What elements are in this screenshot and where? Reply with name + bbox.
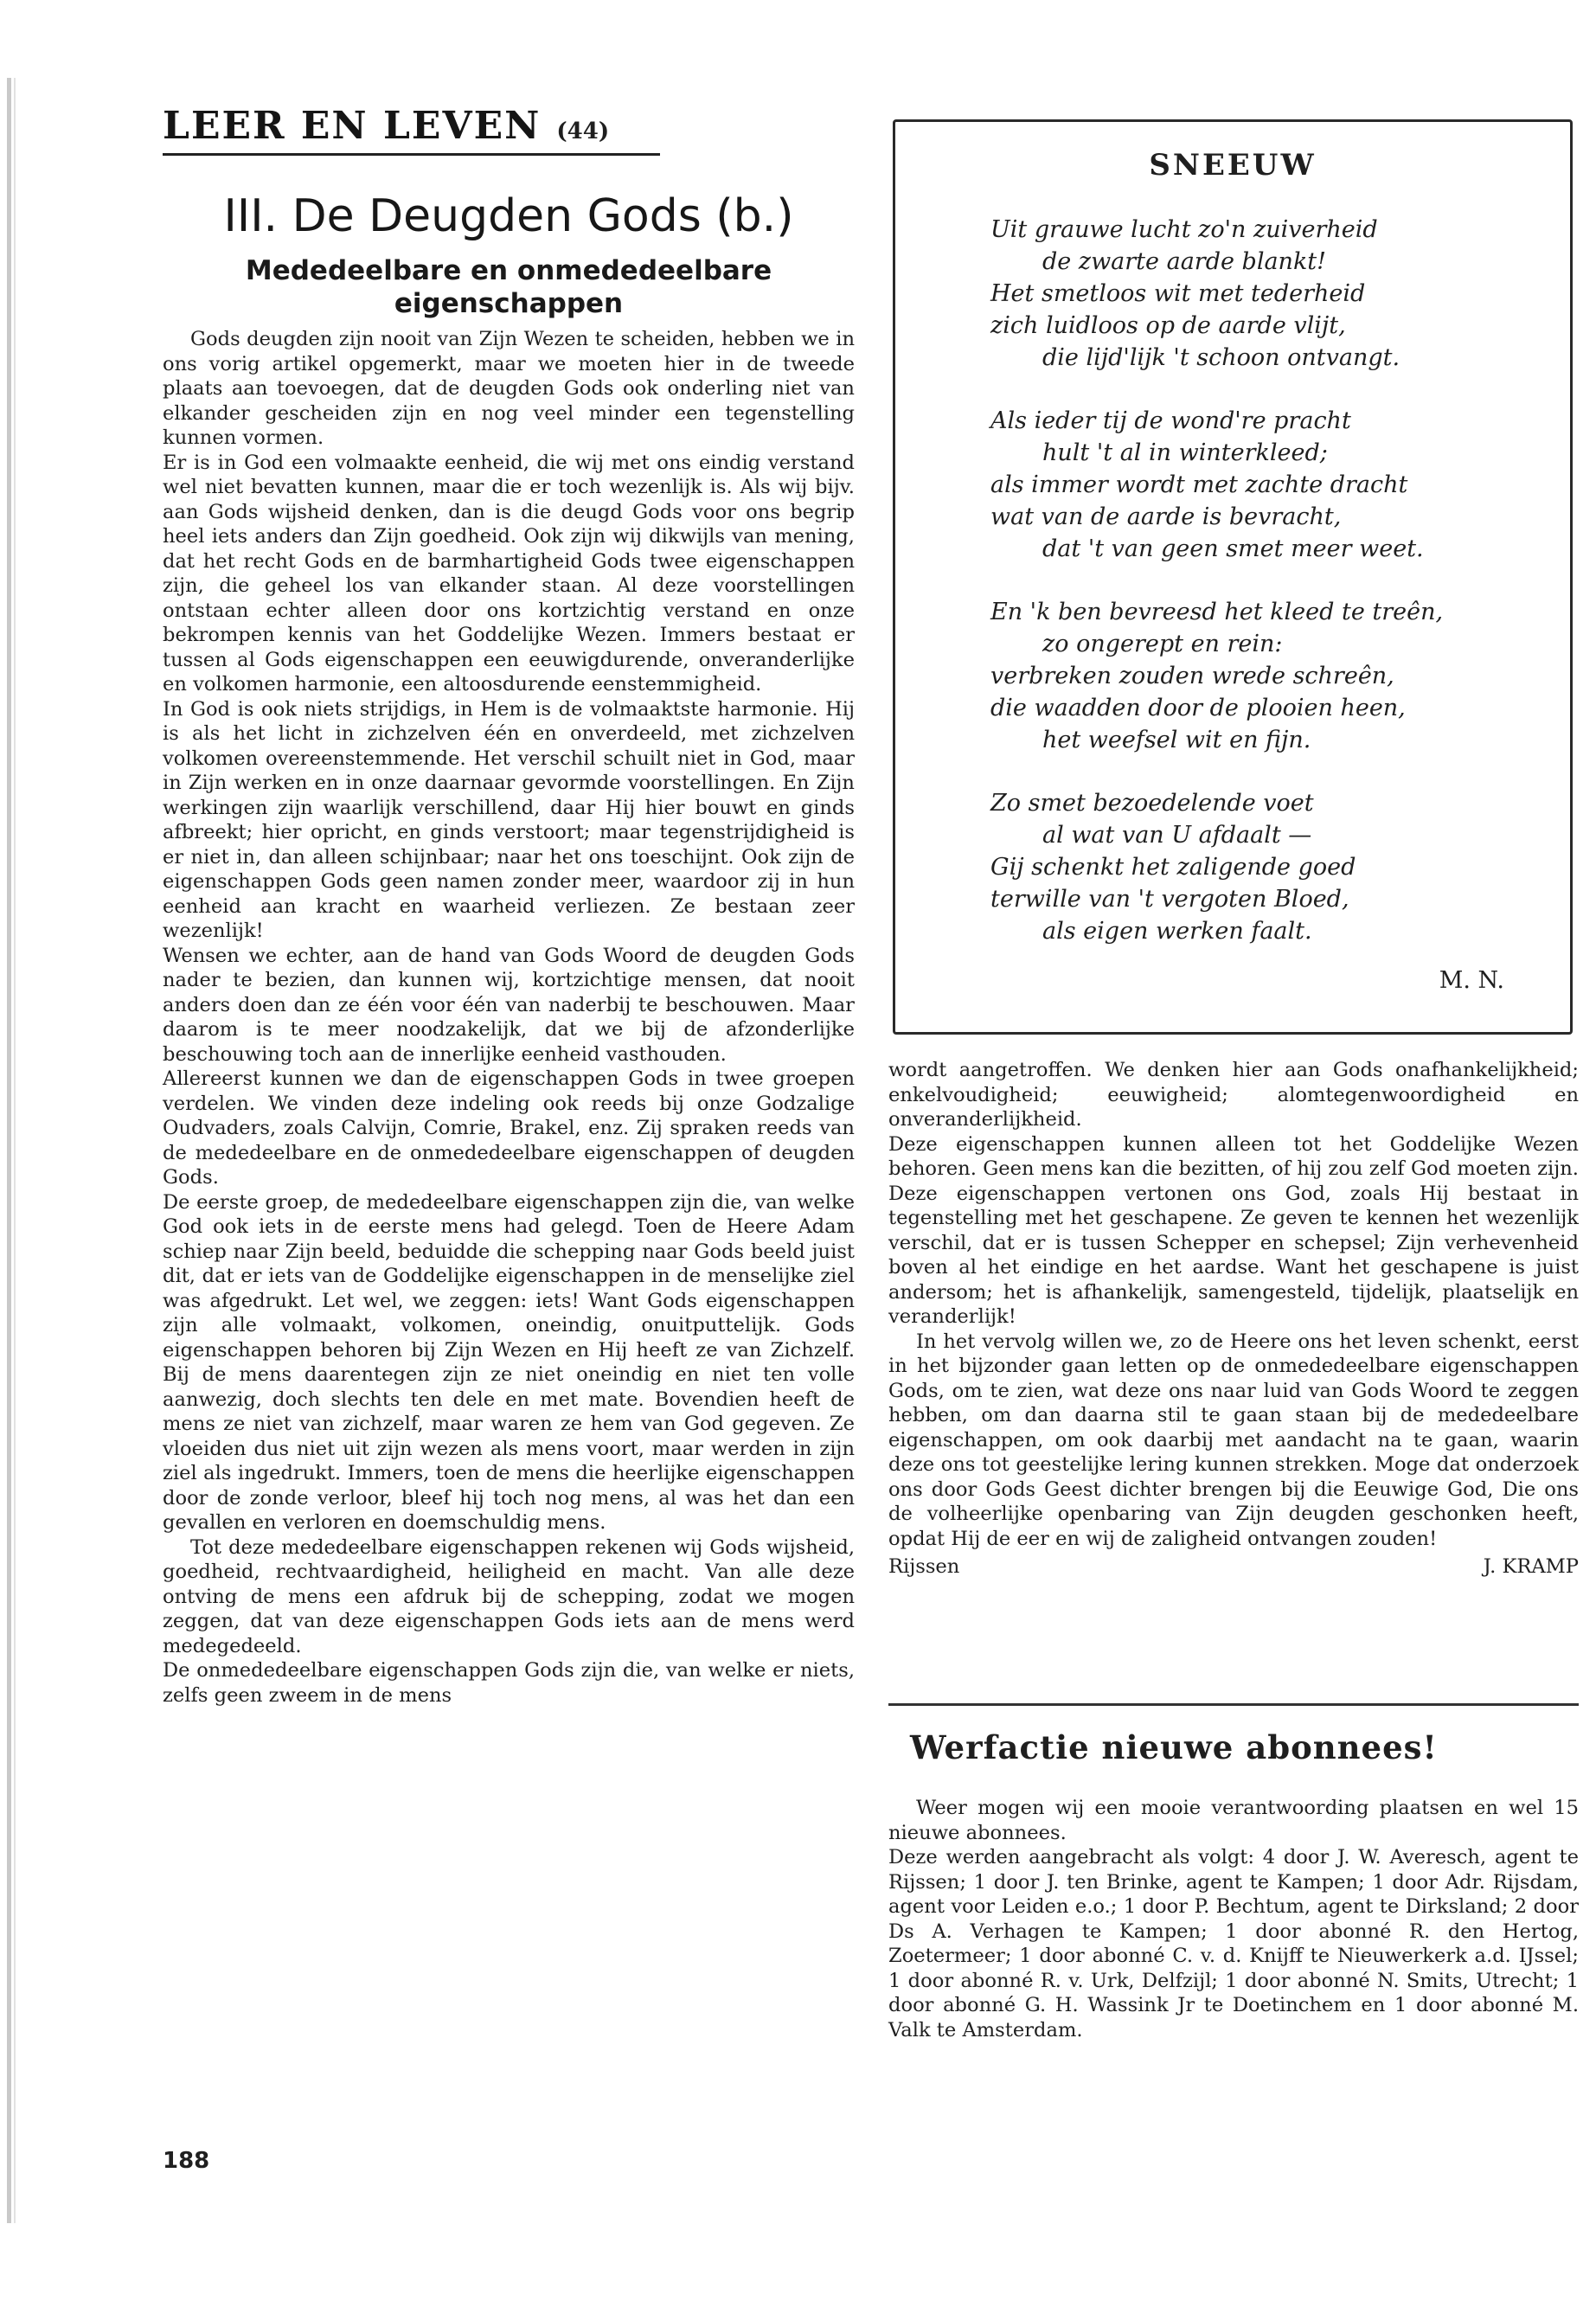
- poem-title: SNEEUW: [1149, 148, 1317, 183]
- article-header: [163, 104, 855, 320]
- paragraph: Wensen we echter, aan de hand van Gods Woord de deugden Gods nader te bezien, dan kunnen wij, kortzichtige mensen, dat nooit anders doen dan ze één voor één van naderbij te beschouwen. Maar daarom is te meer noodzakelijk, dat we bij de afzonderlijke beschouwing toch aan de innerlijke eenheid vasthouden.: [163, 944, 855, 1066]
- poem-line: het weefsel wit en fijn.: [1042, 727, 1311, 753]
- poem-line: verbreken zouden wrede schreên,: [990, 663, 1394, 689]
- subscribers-title: Werfactie nieuwe abonnees!: [910, 1728, 1438, 1766]
- poem-line: Gij schenkt het zaligende goed: [990, 854, 1356, 881]
- page-binding-edge: [7, 78, 11, 2223]
- article-place: Rijssen: [888, 1555, 960, 1578]
- paragraph: Er is in God een volmaakte eenheid, die wij met ons eindig verstand wel niet bevatten kunnen, maar die er toch wezenlijk is. Als wij bijv. aan Gods wijsheid denken, dan is die deugd Gods voor ons begrip heel iets anders dan Zijn goedheid. Ook zijn wij dikwijls van mening, dat het recht Gods en de barmhartigheid Gods twee eigenschappen zijn, die geheel los van elkander staan. Al deze voorstellingen ontstaan echter alleen door ons kortzichtig verstand en onze bekrompen kennis van het Goddelijke Wezen. Immers bestaat er tussen al Gods eigenschappen een eeuwigdurende, onveranderlijke en volkomen harmonie, een altoosdurende eenstemmigheid.: [163, 451, 855, 695]
- series-heading: [163, 104, 660, 156]
- article-body-left: [163, 327, 855, 1708]
- paragraph: In het vervolg willen we, zo de Heere ons het leven schenkt, eerst in het bijzonder gaan letten op de onmededeelbare eigenschappen Gods, om te zien, wat deze ons naar luid van Gods Woord te zeggen hebben, om dan daarna stil te gaan staan bij de mededeelbare eigenschappen, om ook daarbij met aandacht na te gaan, waarin deze ons tot geestelijke lering kunnen strekken. Moge dat onderzoek ons door Gods Geest dichter brengen bij die Eeuwige God, Die ons de volheerlijke openbaring van Zijn deugden geschonken heeft, opdat Hij de eer en wij de zaligheid ontvangen zouden!: [888, 1330, 1579, 1550]
- paragraph: Deze eigenschappen kunnen alleen tot het Goddelijke Wezen behoren. Geen mens kan die bezitten, of hij zou zelf God moeten zijn. Deze eigenschappen vertonen ons God, zoals Hij bestaat in tegenstelling met het geschapene. Ze geven te kennen het wezenlijk verschil, dat er is tussen Schepper en schepsel; Zijn verhevenheid boven al het eindige en het aardse. Want het geschapene is juist andersom; het is afhankelijk, samengesteld, tijdelijk, plaatselijk en veranderlijk!: [888, 1132, 1579, 1328]
- poem-line: dat 't van geen smet meer weet.: [1042, 535, 1424, 562]
- poem-stanza: [895, 596, 1570, 756]
- paragraph: wordt aangetroffen. We denken hier aan Gods onafhankelijkheid; enkelvoudigheid; eeuwigheid; alomtegenwoordigheid en onveranderlijkheid.: [888, 1059, 1579, 1131]
- poem-line: wat van de aarde is bevracht,: [990, 503, 1342, 530]
- article-author: J. KRAMP: [1483, 1555, 1579, 1578]
- poem-line: de zwarte aarde blankt!: [1042, 248, 1327, 275]
- paragraph: Allereerst kunnen we dan de eigenschappen Gods in twee groepen verdelen. We vinden deze indeling ook reeds bij onze Godzalige Oudvaders, zoals Calvijn, Comrie, Brakel, enz. Zij spraken reeds van de mededeelbare en de onmededeelbare eigenschappen of deugden Gods.: [163, 1067, 855, 1189]
- poem-signature: M. N.: [1439, 967, 1504, 994]
- poem-line: En 'k ben bevreesd het kleed te treên,: [990, 599, 1444, 625]
- poem-stanza: [895, 405, 1570, 565]
- paragraph: De onmededeelbare eigenschappen Gods zijn die, van welke er niets, zelfs geen zweem in de mens: [163, 1659, 855, 1707]
- poem-stanza: [895, 214, 1570, 374]
- page-number: 188: [163, 2148, 210, 2174]
- article-signature: [888, 1554, 1579, 1580]
- subscribers-details: Deze werden aangebracht als volgt: 4 door J. W. Averesch, agent te Rijssen; 1 door J. ten Brinke, agent te Kampen; 1 door Adr. Rijsdam, agent voor Leiden e.o.; 1 door P. Bechtum, agent te Dirksland; 2 door Ds A. Verhagen te Kampen; 1 door abonné R. den Hertog, Zoetermeer; 1 door abonné C. v. d. Knijff te Nieuwerkerk a.d. IJssel; 1 door abonné R. v. Urk, Delfzijl; 1 door abonné N. Smits, Utrecht; 1 door abonné G. H. Wassink Jr te Doetinchem en 1 door abonné M. Valk te Amsterdam.: [888, 1846, 1579, 2041]
- poem-line: terwille van 't vergoten Bloed,: [990, 886, 1349, 913]
- poem-line: zich luidloos op de aarde vlijt,: [990, 312, 1346, 339]
- poem-line: Zo smet bezoedelende voet: [990, 790, 1314, 817]
- page-binding-shadow: [14, 78, 16, 2223]
- article-title: III. De Deugden Gods (b.): [223, 190, 794, 242]
- article-body-right: [888, 1058, 1579, 1580]
- paragraph: De eerste groep, de mededeelbare eigenschappen zijn die, van welke God ook iets in de eerste mens had gelegd. Toen de Heere Adam schiep naar Zijn beeld, beduidde die schepping naar Gods beeld juist dit, dat er iets van de Goddelijke eigenschappen in de menselijke ziel was afgedrukt. Let wel, we zeggen: iets! Want Gods eigenschappen zijn alle volmaakt, volkomen, oneindig, onuitputtelijk. Gods eigenschappen behoren bij Zijn Wezen en Hij heeft ze van Zichzelf. Bij de mens daarentegen zijn ze niet oneindig en niet ten volle aanwezig, doch slechts ten dele en met mate. Bovendien heeft de mens ze niet van zichzelf, maar waren ze hem van God gegeven. Ze vloeiden dus niet uit zijn wezen als mens voort, maar werden in zijn ziel als ingedrukt. Immers, toen de mens die heerlijke eigenschappen door de zonde verloor, bleef hij toch nog mens, al was het dan een gevallen en verloren en doemschuldig mens.: [163, 1190, 855, 1534]
- poem-line: Het smetloos wit met tederheid: [990, 280, 1366, 307]
- poem-line: die waadden door de plooien heen,: [990, 695, 1406, 721]
- section-divider: [888, 1703, 1579, 1706]
- poem-stanza: [895, 787, 1570, 947]
- subscribers-intro: Weer mogen wij een mooie verantwoording plaatsen en wel 15 nieuwe abonnees.: [888, 1797, 1579, 1844]
- poem-line: hult 't al in winterkleed;: [1042, 439, 1328, 466]
- paragraph: Tot deze mededeelbare eigenschappen rekenen wij Gods wijsheid, goedheid, rechtvaardigheid, heiligheid en macht. Van alle deze ontving de mens een afdruk bij de schepping, zodat we mogen zeggen, dat van deze eigenschappen Gods iets aan de mens werd medegedeeld.: [163, 1535, 855, 1657]
- poem-line: al wat van U afdaalt —: [1042, 822, 1312, 849]
- series-number: (44): [556, 119, 610, 144]
- paragraph: In God is ook niets strijdigs, in Hem is de volmaaktste harmonie. Hij is als het licht in zichzelven één en onverdeeld, met zichzelven volkomen overeenstemmende. Het verschil schuilt niet in God, maar in Zijn werken en in onze daarnaar gevormde voorstellingen. En Zijn werkingen zijn waarlijk verschillend, daar Hij hier bouwt en ginds afbreekt; hier opricht, en ginds verstoort; maar tegenstrijdigheid is er niet in, dan alleen schijnbaar; naar het ons toeschijnt. Ook zijn de eigenschappen Gods geen namen zonder meer, waardoor zij in hun eenheid aan kracht en waarheid verliezen. Ze bestaan zeer wezenlijk!: [163, 697, 855, 942]
- poem-box: [893, 119, 1573, 1035]
- poem-line: Als ieder tij de wond're pracht: [990, 407, 1351, 434]
- article-subtitle: Mededeelbare en onmededeelbare eigenschappen: [245, 255, 772, 319]
- paragraph: Gods deugden zijn nooit van Zijn Wezen te scheiden, hebben we in ons vorig artikel opgemerkt, maar we moeten hier in de tweede plaats aan toevoegen, dat de deugden Gods ook onderling niet van elkander gescheiden zijn en nog veel minder een tegenstelling kunnen vormen.: [163, 328, 855, 449]
- poem-line: als immer wordt met zachte dracht: [990, 471, 1408, 498]
- poem-line: als eigen werken faalt.: [1042, 918, 1312, 945]
- series-title: LEER EN LEVEN: [163, 104, 542, 148]
- poem-line: die lijd'lijk 't schoon ontvangt.: [1042, 344, 1401, 371]
- subscribers-body: [888, 1796, 1579, 2042]
- poem-line: Uit grauwe lucht zo'n zuiverheid: [990, 216, 1378, 243]
- poem-line: zo ongerept en rein:: [1042, 631, 1283, 657]
